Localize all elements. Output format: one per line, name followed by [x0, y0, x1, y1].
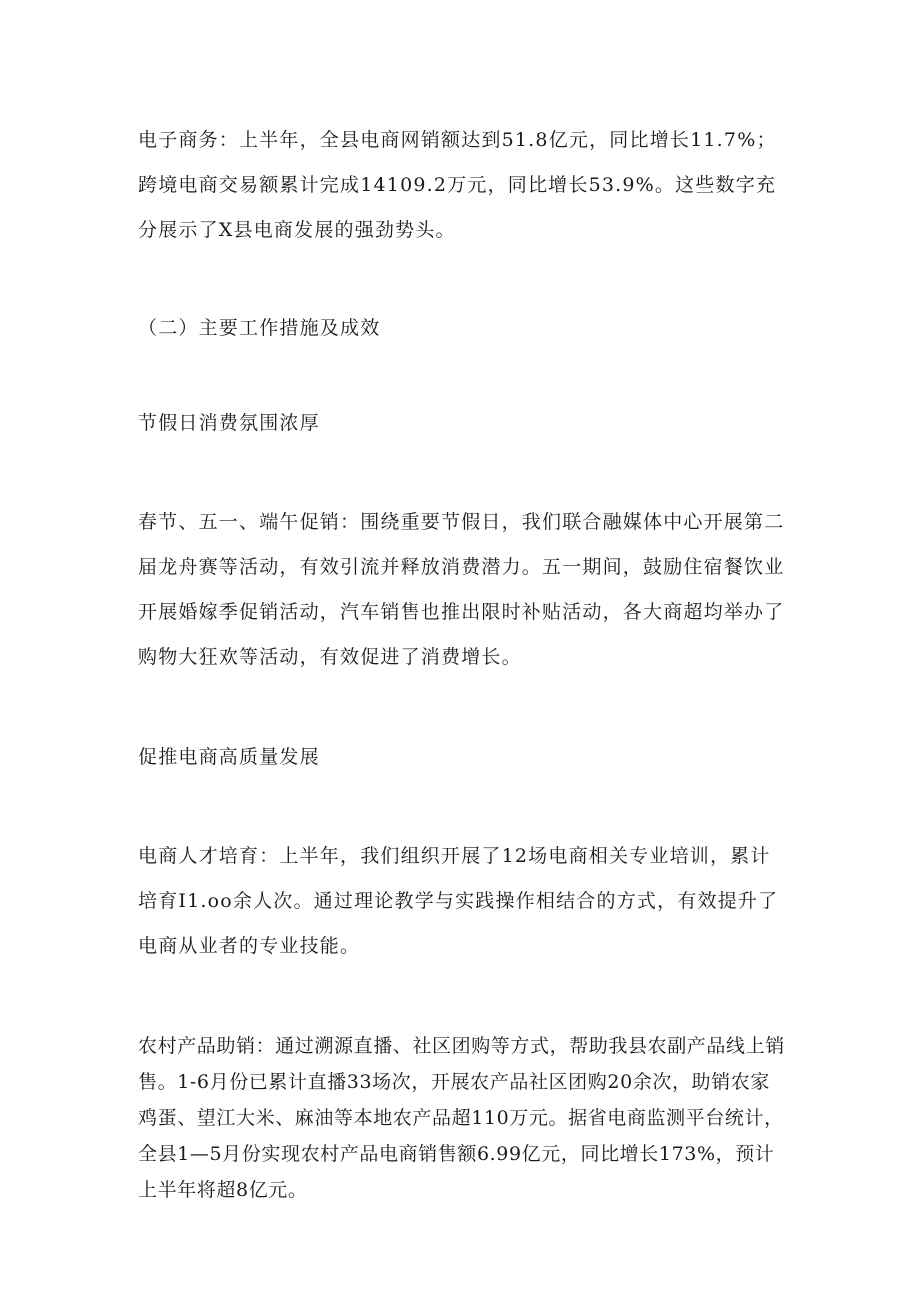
- subheading-ecommerce-development: 促推电商高质量发展: [138, 746, 320, 768]
- paragraph-ecommerce: 电子商务：上半年，全县电商网销额达到51.8亿元，同比增长11.7%；跨境电商交易额累计完成14109.2万元，同比增长53.9%。这些数字充分展示了X县电商发展的强劲势头。: [138, 129, 777, 241]
- subheading-holiday-consumption: 节假日消费氛围浓厚: [138, 412, 320, 434]
- paragraph-holiday-promotion: 春节、五一、端午促销：围绕重要节假日，我们联合融媒体中心开展第二届龙舟赛等活动，有效引流并释放消费潜力。五一期间，鼓励住宿餐饮业开展婚嫁季促销活动，汽车销售也推出限时补贴活动，各大商超均举办了购物大狂欢等活动，有效促进了消费增长。: [138, 511, 785, 668]
- paragraph-rural-products: 农村产品助销：通过溯源直播、社区团购等方式，帮助我县农副产品线上销售。1-6月份已累计直播33场次，开展农产品社区团购20余次，助销农家鸡蛋、望江大米、麻油等本地农产品超110万元。据省电商监测平台统计，全县1—5月份实现农村产品电商销售额6.99亿元，同比增长173%，预计上半年将超8亿元。: [138, 1035, 785, 1201]
- section-heading-measures: （二）主要工作措施及成效: [138, 317, 381, 339]
- paragraph-talent-training: 电商人才培育：上半年，我们组织开展了12场电商相关专业培训，累计培育I1.oo余人次。通过理论教学与实践操作相结合的方式，有效提升了电商从业者的专业技能。: [138, 845, 779, 957]
